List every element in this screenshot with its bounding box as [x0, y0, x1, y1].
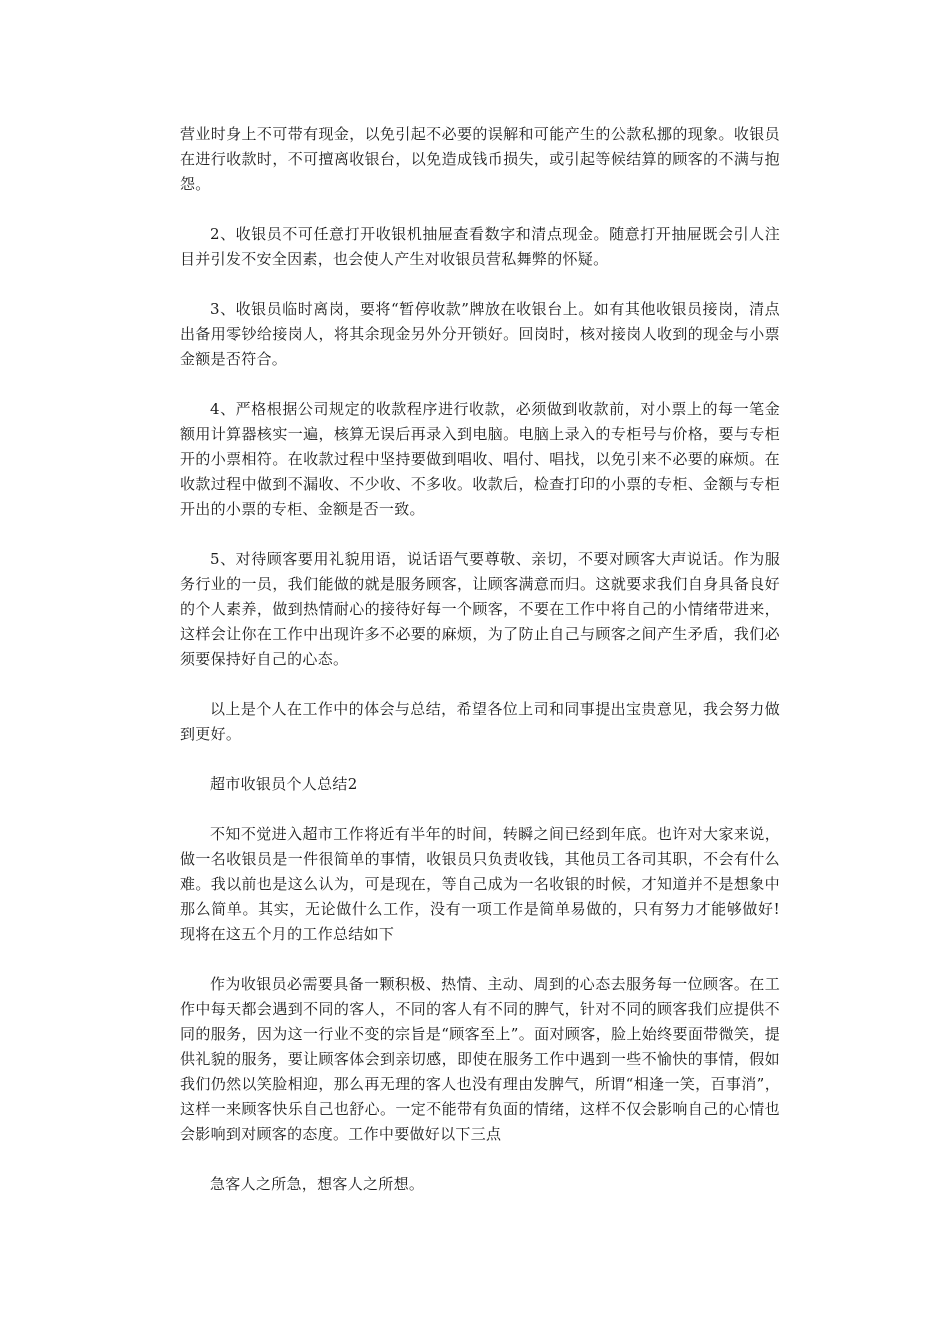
paragraph-section-intro: 不知不觉进入超市工作将近有半年的时间，转瞬之间已经到年底。也许对大家来说，做一名收银员是一件很简单的事情，收银员只负责收钱，其他员工各司其职，不会有什么难。我以前也是这么认为，可是现在，等自己成为一名收银的时候，才知道并不是想象中那么简单。其实，无论做什么工作，没有一项工作是简单易做的，只有努力才能够做好!现将在这五个月的工作总结如下: [180, 825, 780, 943]
paragraph-conclusion: 以上是个人在工作中的体会与总结，希望各位上司和同事提出宝贵意见，我会努力做到更好。: [180, 700, 780, 743]
paragraph-item-2: 2、收银员不可任意打开收银机抽屉查看数字和清点现金。随意打开抽屉既会引人注目并引发不安全因素，也会使人产生对收银员营私舞弊的怀疑。: [180, 225, 780, 268]
document-body: [180, 122, 780, 1197]
paragraph-continuation: 营业时身上不可带有现金，以免引起不必要的误解和可能产生的公款私挪的现象。收银员在进行收款时，不可擅离收银台，以免造成钱币损失，或引起等候结算的顾客的不满与抱怨。: [180, 125, 780, 193]
paragraph-item-5: 5、对待顾客要用礼貌用语，说话语气要尊敬、亲切，不要对顾客大声说话。作为服务行业的一员，我们能做的就是服务顾客，让顾客满意而归。这就要求我们自身具备良好的个人素养，做到热情耐心的接待好每一个顾客，不要在工作中将自己的小情绪带进来，这样会让你在工作中出现许多不必要的麻烦，为了防止自己与顾客之间产生矛盾，我们必须要保持好自己的心态。: [180, 550, 780, 668]
paragraph-section-point: 急客人之所急，想客人之所想。: [210, 1175, 425, 1193]
paragraph-item-4: 4、严格根据公司规定的收款程序进行收款，必须做到收款前，对小票上的每一笔金额用计算器核实一遍，核算无误后再录入到电脑。电脑上录入的专柜号与价格，要与专柜开的小票相符。在收款过程中坚持要做到唱收、唱付、唱找，以免引来不必要的麻烦。在收款过程中做到不漏收、不少收、不多收。收款后，检查打印的小票的专柜、金额与专柜开出的小票的专柜、金额是否一致。: [180, 400, 780, 518]
section-heading: 超市收银员个人总结2: [210, 775, 358, 793]
paragraph-section-attitude: 作为收银员必需要具备一颗积极、热情、主动、周到的心态去服务每一位顾客。在工作中每天都会遇到不同的客人，不同的客人有不同的脾气，针对不同的顾客我们应提供不同的服务，因为这一行业不变的宗旨是“顾客至上”。面对顾客，脸上始终要面带微笑，提供礼貌的服务，要让顾客体会到亲切感，即使在服务工作中遇到一些不愉快的事情，假如我们仍然以笑脸相迎，那么再无理的客人也没有理由发脾气，所谓“相逢一笑，百事消”，这样一来顾客快乐自己也舒心。一定不能带有负面的情绪，这样不仅会影响自己的心情也会影响到对顾客的态度。工作中要做好以下三点: [180, 975, 780, 1143]
paragraph-item-3: 3、收银员临时离岗，要将“暂停收款”牌放在收银台上。如有其他收银员接岗，清点出备用零钞给接岗人，将其余现金另外分开锁好。回岗时，核对接岗人收到的现金与小票金额是否符合。: [180, 300, 780, 368]
